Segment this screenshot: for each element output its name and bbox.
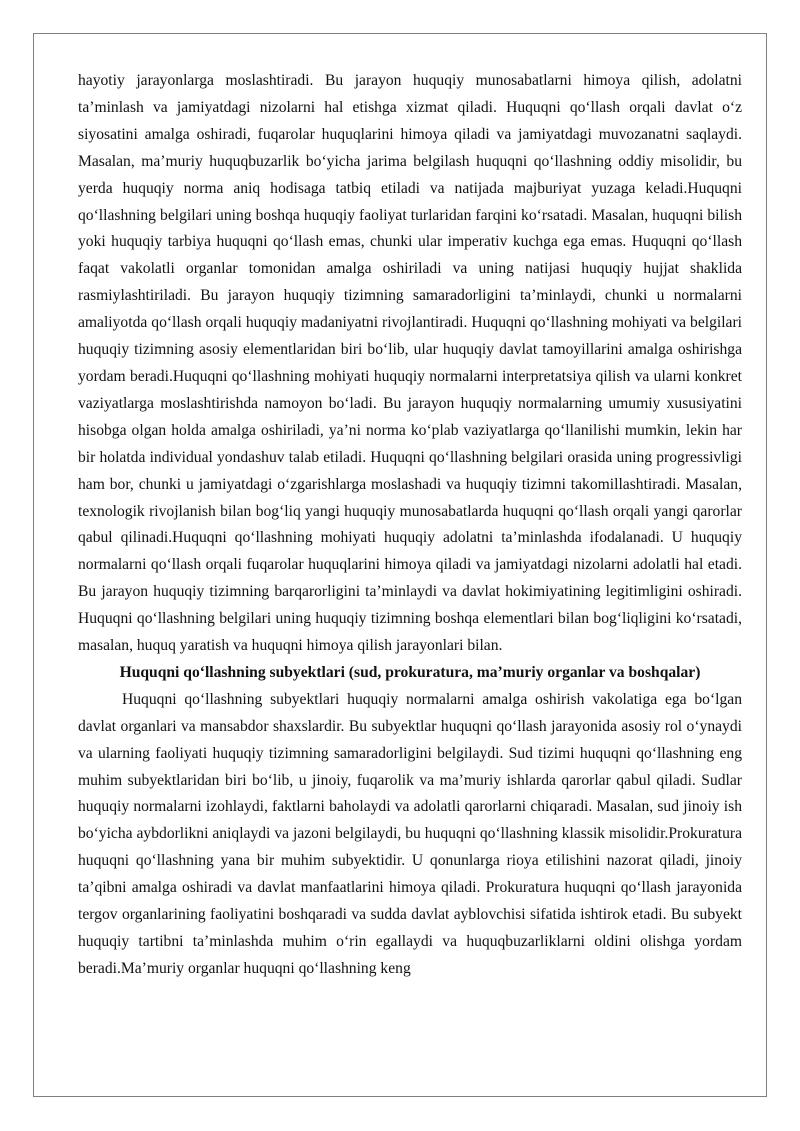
section-heading: Huquqni qo‘llashning subyektlari (sud, prokuratura, ma’muriy organlar va boshqalar) bbox=[119, 663, 701, 681]
body-paragraph: hayotiy jarayonlarga moslashtiradi. Bu jarayon huquqiy munosabatlarni himoya qilish, adolatni ta’minlash va jamiyatdagi nizolarni hal etishga xizmat qiladi. Huquqni qo‘llash orqali davlat o‘z siyosatini amalga oshiradi, fuqarolar huquqlarini himoya qiladi va jamiyatdagi muvozanatni saqlaydi. Masalan, ma’muriy huquqbuzarlik bo‘yicha jarima belgilash huquqni qo‘llashning oddiy misolidir, bu yerda huquqiy norma aniq hodisaga tatbiq etiladi va natijada majburiyat yuzaga keladi.Huquqni qo‘llashning belgilari uning boshqa huquqiy faoliyat turlaridan farqini ko‘rsatadi. Masalan, huquqni bilish yoki huquqiy tarbiya huquqni qo‘llash emas, chunki ular imperativ kuchga ega emas. Huquqni qo‘llash faqat vakolatli organlar tomonidan amalga oshiriladi va uning natijasi huquqiy hujjat shaklida rasmiylashtiriladi. Bu jarayon huquqiy tizimning samaradorligini ta’minlaydi, chunki u normalarni amaliyotda qo‘llash orqali huquqiy madaniyatni rivojlantiradi. Huquqni qo‘llashning mohiyati va belgilari huquqiy tizimning asosiy elementlaridan biri bo‘lib, ular huquqiy davlat tamoyillarini amalga oshirishga yordam beradi.Huquqni qo‘llashning mohiyati huquqiy normalarni interpretatsiya qilish va ularni konkret vaziyatlarga moslashtirishda namoyon bo‘ladi. Bu jarayon huquqiy normalarning umumiy xususiyatini hisobga olgan holda amalga oshiriladi, ya’ni norma ko‘plab vaziyatlarga qo‘llanilishi mumkin, lekin har bir holatda individual yondashuv talab etiladi. Huquqni qo‘llashning belgilari orasida uning progressivligi ham bor, chunki u jamiyatdagi o‘zgarishlarga moslashadi va huquqiy tizimni takomillashtiradi. Masalan, texnologik rivojlanish bilan bog‘liq yangi huquqiy munosabatlarda huquqni qo‘llash orqali yangi qarorlar qabul qilinadi.Huquqni qo‘llashning mohiyati huquqiy adolatni ta’minlashda ifodalanadi. U huquqiy normalarni qo‘llash orqali fuqarolar huquqlarini himoya qiladi va jamiyatdagi nizolarni adolatli hal etadi. Bu jarayon huquqiy tizimning barqarorligini ta’minlaydi va davlat hokimiyatining legitimligini oshiradi. Huquqni qo‘llashning belgilari uning huquqiy tizimning boshqa elementlari bilan bog‘liqligini ko‘rsatadi, masalan, huquq yaratish va huquqni himoya qilish jarayonlari bilan. bbox=[78, 72, 742, 655]
body-paragraph: Huquqni qo‘llashning subyektlari huquqiy normalarni amalga oshirish vakolatiga ega bo‘lgan davlat organlari va mansabdor shaxslardir. Bu subyektlar huquqni qo‘llash jarayonida asosiy rol o‘ynaydi va ularning faoliyati huquqiy tizimning samaradorligini belgilaydi. Sud tizimi huquqni qo‘llashning eng muhim subyektlaridan biri bo‘lib, u jinoiy, fuqarolik va ma’muriy ishlarda qarorlar qabul qiladi. Sudlar huquqiy normalarni izohlaydi, faktlarni baholaydi va adolatli qarorlarni chiqaradi. Masalan, sud jinoiy ish bo‘yicha aybdorlikni aniqlaydi va jazoni belgilaydi, bu huquqni qo‘llashning klassik misolidir.Prokuratura huquqni qo‘llashning yana bir muhim subyektidir. U qonunlarga rioya etilishini nazorat qiladi, jinoiy ta’qibni amalga oshiradi va davlat manfaatlarini himoya qiladi. Prokuratura huquqni qo‘llash jarayonida tergov organlarining faoliyatini boshqaradi va sudda davlat ayblovchisi sifatida ishtirok etadi. Bu subyekt huquqiy tartibni ta’minlashda muhim o‘rin egallaydi va huquqbuzarliklarni oldini olishga yordam beradi.Ma’muriy organlar huquqni qo‘llashning keng bbox=[78, 690, 742, 977]
document-body bbox=[78, 68, 742, 983]
